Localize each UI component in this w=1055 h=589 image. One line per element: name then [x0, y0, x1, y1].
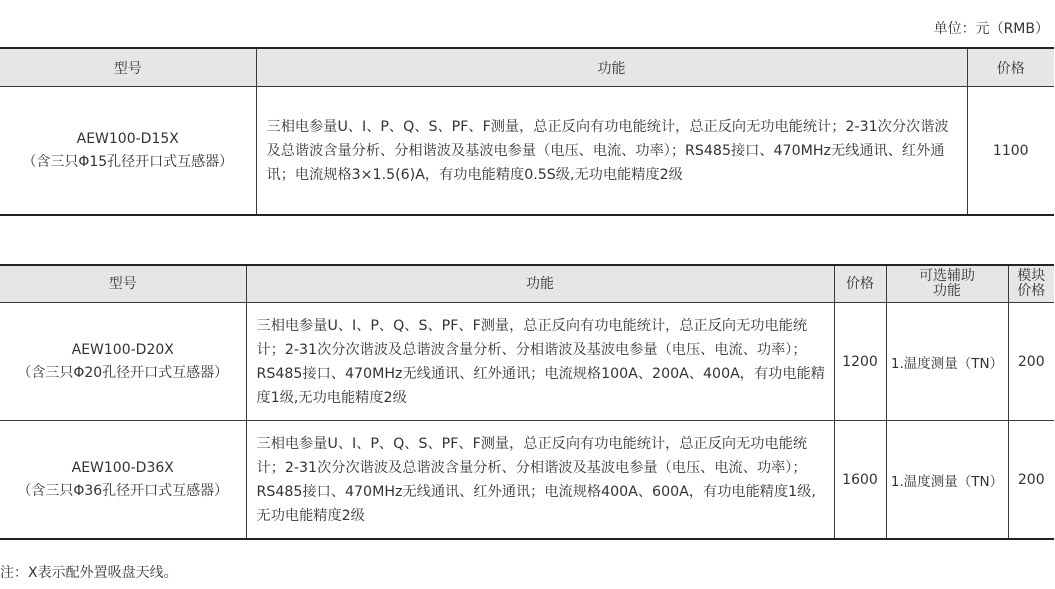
module-price-cell: 200: [1008, 303, 1054, 421]
table-header-row: [0, 265, 1054, 303]
price-table-d20-d36: [0, 264, 1054, 540]
aux-function-cell: 1.温度测量（TN）: [886, 421, 1008, 540]
model-note: （含三只Φ15孔径开口式互感器）: [22, 153, 234, 170]
model-name: AEW100-D20X: [71, 341, 174, 358]
table-row: [0, 87, 1054, 216]
header-function: 功能: [256, 48, 967, 87]
header-module-price: 模块价格: [1008, 265, 1054, 303]
unit-label: 单位：元（RMB）: [933, 21, 1049, 37]
footnote: 注：X表示配外置吸盘天线。: [0, 565, 178, 581]
module-price-cell: 200: [1008, 421, 1054, 540]
function-cell: 三相电参量U、I、P、Q、S、PF、F测量，总正反向有功电能统计，总正反向无功电能统计；2-31次分次谐波及总谐波含量分析、分相谐波及基波电参量（电压、电流、功率）；RS485接口、470MHz无线通讯、红外通讯；电流规格100A、200A、400A，有功电能精度1级,无功电能精度2级: [246, 303, 834, 421]
header-price: 价格: [834, 265, 886, 303]
header-model: 型号: [0, 265, 246, 303]
price-cell: 1200: [834, 303, 886, 421]
table-header-row: [0, 48, 1054, 87]
header-optional-aux: 可选辅助功能: [886, 265, 1008, 303]
price-cell: 1600: [834, 421, 886, 540]
model-note: （含三只Φ36孔径开口式互感器）: [17, 482, 229, 499]
model-name: AEW100-D36X: [71, 459, 174, 476]
header-price: 价格: [967, 48, 1054, 87]
table-row: [0, 421, 1054, 540]
model-cell: [0, 87, 256, 216]
price-table-d15: [0, 47, 1054, 216]
header-model: 型号: [0, 48, 256, 87]
price-cell: 1100: [967, 87, 1054, 216]
function-cell: 三相电参量U、I、P、Q、S、PF、F测量，总正反向有功电能统计，总正反向无功电能统计；2-31次分次谐波及总谐波含量分析、分相谐波及基波电参量（电压、电流、功率）；RS485接口、470MHz无线通讯、红外通讯；电流规格400A、600A，有功电能精度1级,无功电能精度2级: [246, 421, 834, 540]
function-cell: 三相电参量U、I、P、Q、S、PF、F测量，总正反向有功电能统计，总正反向无功电能统计；2-31次分次谐波及总谐波含量分析、分相谐波及基波电参量（电压、电流、功率）；RS485接口、470MHz无线通讯、红外通讯；电流规格3×1.5(6)A，有功电能精度0.5S级,无功电能精度2级: [256, 87, 967, 216]
header-function: 功能: [246, 265, 834, 303]
model-name: AEW100-D15X: [76, 130, 179, 147]
model-cell: [0, 421, 246, 540]
table-row: [0, 303, 1054, 421]
model-cell: [0, 303, 246, 421]
model-note: （含三只Φ20孔径开口式互感器）: [17, 364, 229, 381]
aux-function-cell: 1.温度测量（TN）: [886, 303, 1008, 421]
